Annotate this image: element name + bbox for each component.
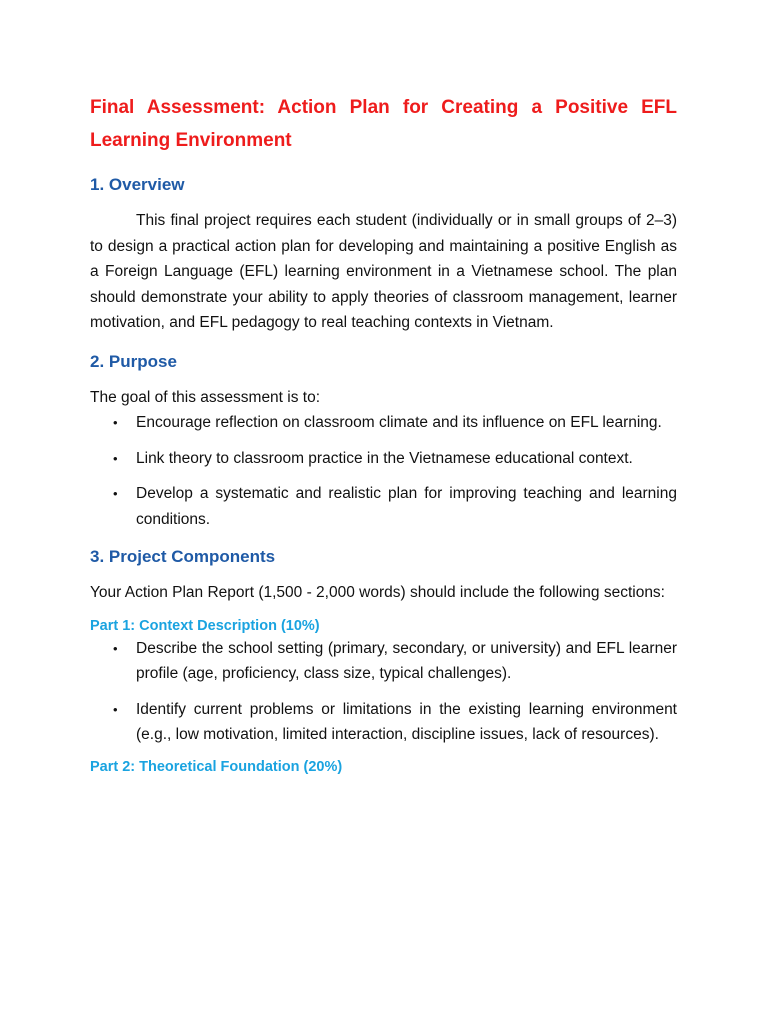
subsection-heading-part1: Part 1: Context Description (10%)	[90, 617, 320, 634]
list-item	[90, 410, 677, 436]
list-item-text: Link theory to classroom practice in the Vietnamese educational context.	[136, 449, 633, 467]
subsection-heading-part2: Part 2: Theoretical Foundation (20%)	[90, 758, 343, 775]
part1-list	[90, 636, 677, 748]
bullet-icon: •	[113, 701, 118, 717]
overview-paragraph: This final project requires each student (individually or in small groups of 2–3) to design a practical action plan for developing and maintaining a positive English as a Foreign Language (EFL) learning environment in a Vietnamese school. The plan should demonstrate your ability to apply theories of classroom management, learner motivation, and EFL pedagogy to real teaching contexts in Vietnam.	[90, 212, 677, 331]
list-item	[90, 697, 677, 748]
document-title: Final Assessment: Action Plan for Creating a Positive EFL Learning Environment	[90, 97, 677, 151]
list-item-text: Identify current problems or limitations in the existing learning environment (e.g., low motivation, limited interaction, discipline issues, lack of resources).	[136, 700, 677, 743]
components-intro: Your Action Plan Report (1,500 - 2,000 words) should include the following sections:	[90, 584, 665, 601]
bullet-icon: •	[113, 640, 118, 656]
list-item-text: Describe the school setting (primary, secondary, or university) and EFL learner profile (age, proficiency, class size, typical challenges).	[136, 639, 677, 682]
list-item	[90, 481, 677, 532]
bullet-icon: •	[113, 486, 118, 501]
purpose-list	[90, 410, 677, 532]
section-heading-purpose: 2. Purpose	[90, 351, 177, 371]
purpose-intro: The goal of this assessment is to:	[90, 388, 321, 406]
section-heading-project-components: 3. Project Components	[90, 547, 276, 566]
bullet-icon: •	[113, 450, 118, 466]
list-item-text: Encourage reflection on classroom climate and its influence on EFL learning.	[136, 414, 662, 431]
section-heading-overview: 1. Overview	[90, 175, 185, 194]
list-item	[90, 636, 677, 687]
document-page	[90, 91, 677, 777]
list-item-text: Develop a systematic and realistic plan for improving teaching and learning conditions.	[136, 485, 677, 528]
list-item	[90, 446, 677, 472]
bullet-icon: •	[113, 415, 118, 430]
